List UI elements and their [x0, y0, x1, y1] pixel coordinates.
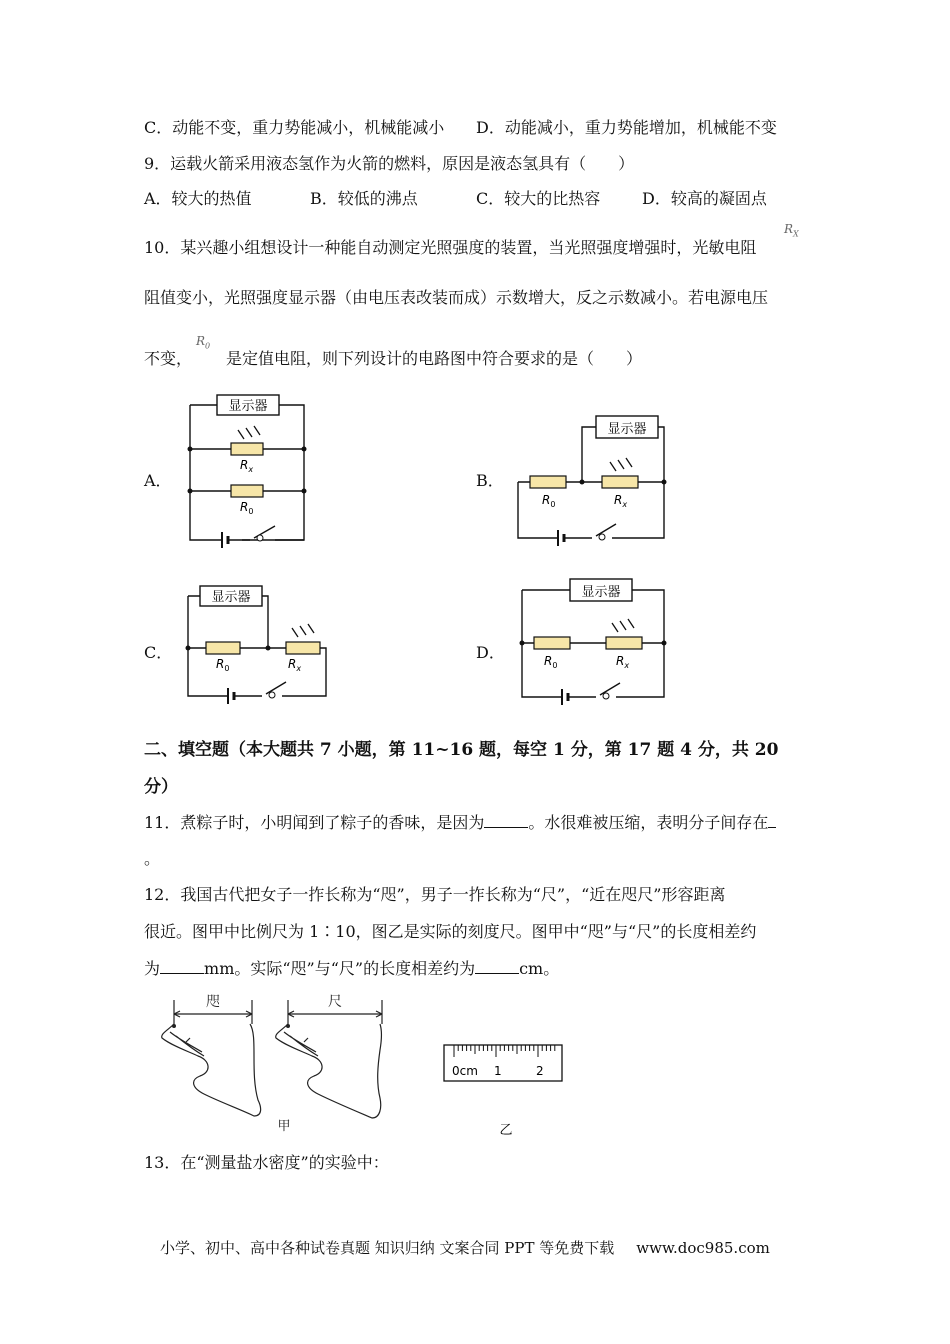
circuit-a — [180, 392, 320, 552]
display-label-a: 显示器 — [228, 399, 268, 414]
q12-line2: 很近。图甲中比例尺为 1∶10，图乙是实际的刻度尺。图甲中“咫”与“尺”的长度相差约 — [144, 922, 757, 941]
q9-option-c: C．较大的比热容 — [476, 189, 601, 208]
display-label-c: 显示器 — [211, 590, 251, 605]
q11-line1: 11．煮粽子时，小明闻到了粽子的香味，是因为 。水很难被压缩，表明分子间存在 — [144, 812, 776, 834]
section2-title-line1: 二、填空题（本大题共 7 小题，第 11~16 题，每空 1 分，第 17 题 4 分，共 20 — [144, 740, 779, 760]
footer-url[interactable]: www.doc985.com — [636, 1239, 770, 1257]
display-label-d: 显示器 — [581, 585, 621, 600]
circuit-option-b-label: B． — [476, 471, 504, 490]
circuit-option-c-label: C． — [144, 643, 173, 662]
q11-blank-2[interactable] — [768, 813, 776, 828]
r0-label-b: $R_0$ — [542, 493, 556, 509]
display-label-b: 显示器 — [607, 422, 647, 437]
r0-label-d: $R_0$ — [544, 654, 558, 670]
q10-line3: 不变， 是定值电阻，则下列设计的电路图中符合要求的是（ ） — [144, 349, 643, 368]
ruler-figure — [440, 1040, 570, 1140]
q12-line1: 12．我国古代把女子一拃长称为“咫”，男子一拃长称为“尺”，“近在咫尺”形容距离 — [144, 885, 726, 904]
r0-label-c: $R_0$ — [216, 657, 230, 673]
rx-symbol: $R_X$ — [784, 222, 799, 239]
caption-jia: 甲 — [277, 1119, 291, 1134]
q11-blank-1[interactable] — [484, 813, 528, 828]
q12-blank-1[interactable] — [160, 959, 204, 974]
q8-option-c: C．动能不变，重力势能减小，机械能减小 — [144, 118, 445, 137]
r0-symbol: $R_0$ — [196, 334, 211, 351]
circuit-option-d-label: D． — [476, 643, 505, 662]
hands-figure — [150, 990, 400, 1140]
q9-option-d: D．较高的凝固点 — [642, 189, 767, 208]
q11-line2: 。 — [144, 849, 161, 868]
caption-yi: 乙 — [499, 1123, 513, 1138]
footer: 小学、初中、高中各种试卷真题 知识归纳 文案合同 PPT 等免费下载 www.doc985.com — [160, 1239, 770, 1257]
circuit-c — [180, 580, 340, 710]
rx-label-c: $R_x$ — [288, 657, 302, 673]
rx-label-b: $R_x$ — [614, 493, 628, 509]
section2-title-line2: 分） — [144, 777, 178, 797]
q13-stem: 13．在“测量盐水密度”的实验中： — [144, 1153, 389, 1172]
q9-option-a: A．较大的热值 — [144, 189, 252, 208]
q10-line2: 阻值变小，光照强度显示器（由电压表改装而成）示数增大，反之示数减小。若电源电压 — [144, 288, 769, 307]
q12-blank-2[interactable] — [475, 959, 519, 974]
q9-option-b: B．较低的沸点 — [310, 189, 418, 208]
rx-label-d: $R_x$ — [616, 654, 630, 670]
circuit-b — [512, 410, 672, 550]
q8-option-d: D．动能减小，重力势能增加，机械能不变 — [476, 118, 777, 137]
ruler-label-0cm: 0cm — [452, 1064, 478, 1078]
ruler-label-2: 2 — [536, 1064, 544, 1078]
rx-label-a: $R_x$ — [240, 458, 254, 474]
q9-stem: 9．运载火箭采用液态氢作为火箭的燃料，原因是液态氢具有（ ） — [144, 154, 635, 173]
q10-line1: 10．某兴趣小组想设计一种能自动测定光照强度的装置，当光照强度增强时，光敏电阻 — [144, 238, 757, 257]
ruler-label-1: 1 — [494, 1064, 502, 1078]
circuit-option-a-label: A． — [144, 471, 172, 490]
label-zhi: 咫 — [206, 994, 220, 1010]
q12-line3: 为 mm。实际“咫”与“尺”的长度相差约为 cm。 — [144, 959, 560, 978]
circuit-d — [512, 575, 672, 715]
r0-label-a: $R_0$ — [240, 500, 254, 516]
label-chi: 尺 — [328, 994, 342, 1010]
